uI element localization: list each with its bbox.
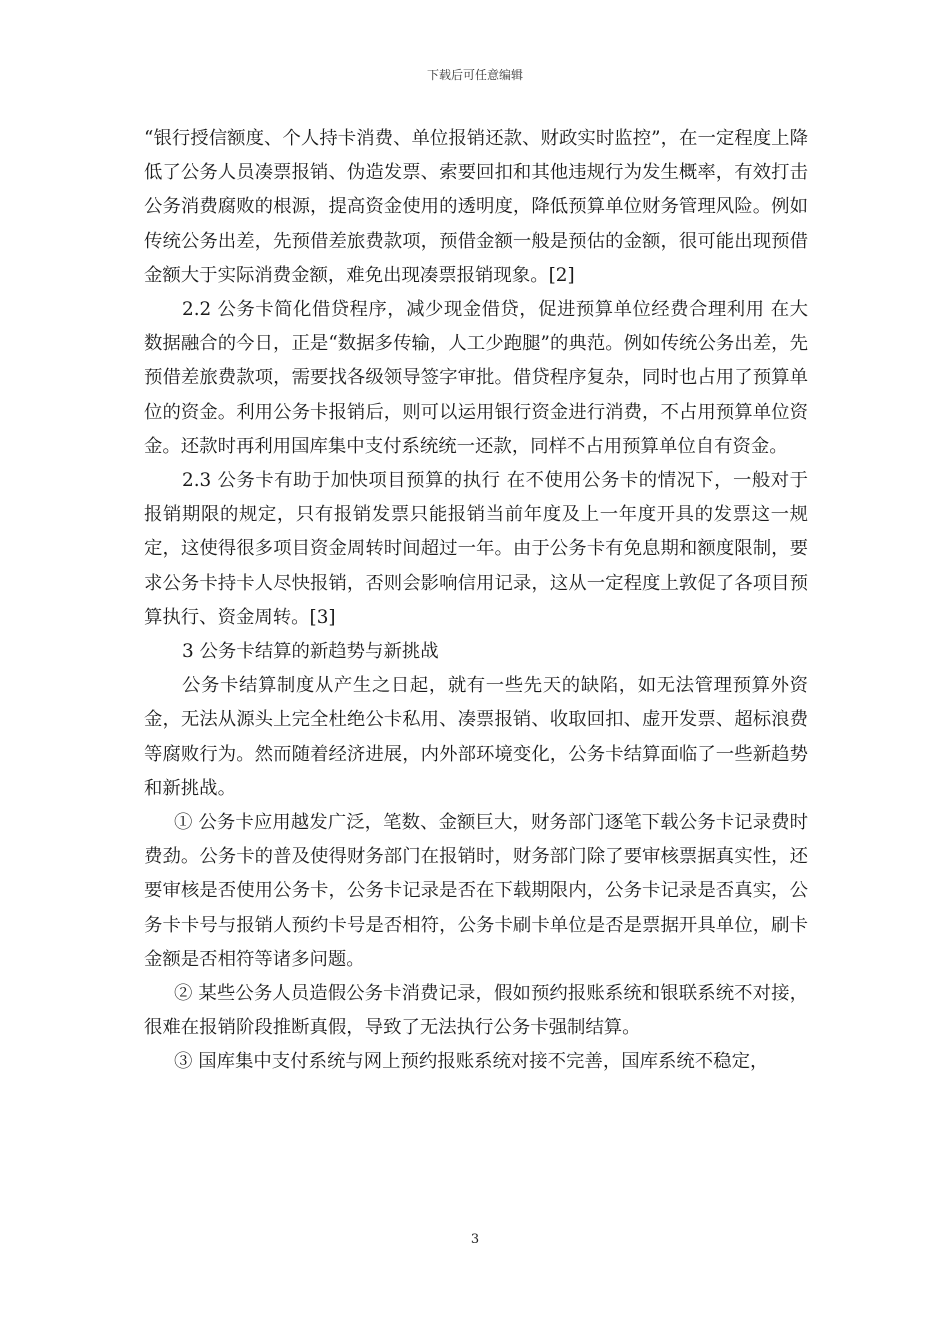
list-item-3: ③ 国库集中支付系统与网上预约报账系统对接不完善，国库系统不稳定，: [174, 1051, 769, 1073]
document-body: [144, 122, 808, 1080]
paragraph-3-intro: 公务卡结算制度从产生之日起，就有一些先天的缺陷，如无法管理预算外资金，无法从源头上完全杜绝公卡私用、凑票报销、收取回扣、虚开发票、超标浪费等腐败行为。然而随着经济进展，内外部环境变化，公务卡结算面临了一些新趋势和新挑战。: [144, 675, 808, 799]
page-number: 3: [470, 1232, 480, 1247]
paragraph-2-2: 2.2 公务卡简化借贷程序，减少现金借贷，促进预算单位经费合理利用 在大数据融合的今日，正是“数据多传输，人工少跑腿”的典范。例如传统公务出差，先预借差旅费款项，需要找各级领导签字审批。借贷程序复杂，同时也占用了预算单位的资金。利用公务卡报销后，则可以运用银行资金进行消费，不占用预算单位资金。还款时再利用国库集中支付系统统一还款，同样不占用预算单位自有资金。: [144, 299, 808, 457]
paragraph-2-3: 2.3 公务卡有助于加快项目预算的执行 在不使用公务卡的情况下，一般对于报销期限的规定，只有报销发票只能报销当前年度及上一年度开具的发票这一规定，这使得很多项目资金周转时间超过一年。由于公务卡有免息期和额度限制，要求公务卡持卡人尽快报销，否则会影响信用记录，这从一定程度上敦促了各项目预算执行、资金周转。[3]: [144, 470, 808, 628]
section-heading-3: 3 公务卡结算的新趋势与新挑战: [182, 641, 439, 663]
list-item-2: ② 某些公务人员造假公务卡消费记录，假如预约报账系统和银联系统不对接，很难在报销阶段推断真假，导致了无法执行公务卡强制结算。: [144, 983, 808, 1039]
page-header: 下载后可任意编辑: [426, 68, 523, 82]
paragraph-1: “银行授信额度、个人持卡消费、单位报销还款、财政实时监控”，在一定程度上降低了公务人员凑票报销、伪造发票、索要回扣和其他违规行为发生概率，有效打击公务消费腐败的根源，提高资金使用的透明度，降低预算单位财务管理风险。例如传统公务出差，先预借差旅费款项，预借金额一般是预估的金额，很可能出现预借金额大于实际消费金额，难免出现凑票报销现象。[2]: [144, 128, 808, 286]
list-item-1: ① 公务卡应用越发广泛，笔数、金额巨大，财务部门逐笔下载公务卡记录费时费劲。公务卡的普及使得财务部门在报销时，财务部门除了要审核票据真实性，还要审核是否使用公务卡，公务卡记录是否在下载期限内，公务卡记录是否真实，公务卡卡号与报销人预约卡号是否相符，公务卡刷卡单位是否是票据开具单位，刷卡金额是否相符等诸多问题。: [144, 812, 808, 970]
